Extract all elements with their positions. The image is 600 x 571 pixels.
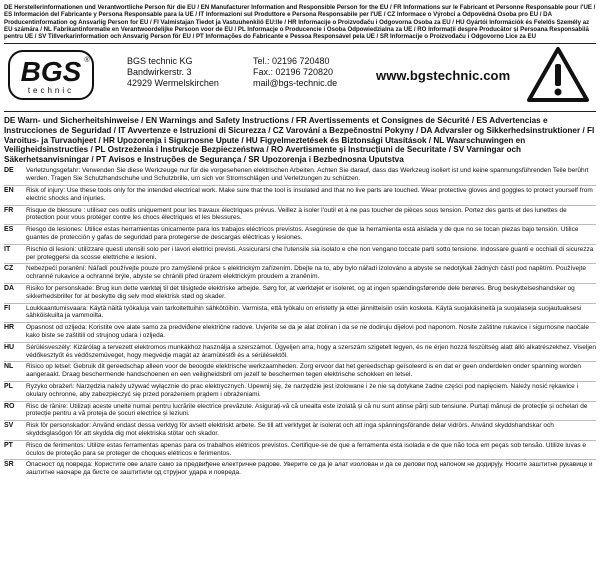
language-code: SV (4, 422, 14, 430)
warning-text: Risk of injury: Use these tools only for the intended electrical work. Make sure that the tool is insulated and that no live parts are touched. Wear protective gloves and goggles to protect yourself from electric shocks and injuries. (26, 187, 593, 202)
warning-text: Ryzyko obrażeń: Narzędzia należy używać wyłącznie do prac elektrycznych. Upewnij się, że narzędzie jest izolowane i że nie są dotykane żadne części pod napięciem. Należy nosić rękawice i okulary ochronne, aby zabezpieczyć się przed porażeniem prądem i obrażeniami. (26, 382, 579, 398)
divider (4, 111, 596, 112)
svg-text:technic: technic (27, 86, 75, 96)
language-code: PT (4, 441, 13, 449)
phone-block (253, 56, 337, 89)
language-code: NL (4, 363, 14, 371)
language-code: HR (4, 324, 15, 332)
warning-text: Nebezpečí poranění: Nářadí používejte pouze pro zamýšlené práce s elektrickým zařízením. Dbejte na to, aby bylo nářadí izolováno a abyste se nedotýkali žádných částí pod napětím. Používejte ochranné rukavice a ochranné brýle, abyste se chránili před úrazem elektrickým proudem a zraněním. (26, 265, 587, 281)
warning-text: Опасност од повреда: Користите ове алате само за предвиђене електричне радове. Уверите се да је алат изолован и да се делови под напоном не додирују. Носите заштитне рукавице и заштитне наочаре да бисте се заштитили од струјног удара и повреда. (26, 461, 593, 477)
warning-text: Risk för personskador: Använd endast dessa verktyg för avsett elektriskt arbete. Se till att verktyget är isolerat och att inga spänningsförande delar vidrörs. Använd skyddshandskar och skyddsglasögon för att skydda dig mot elektriska stötar och skador. (26, 422, 554, 437)
warning-text: Opasnost od ozljeda: Koristite ove alate samo za predviđene električne radove. Uvjerite se da je alat izoliran i da se ne dodiruju dijelovi pod naponom. Nosite zaštitne rukavice i sigurnosne naočale kako biste se zaštitili od strujnog udara i ozljeda. (26, 324, 589, 339)
warning-text: Risico op letsel: Gebruik dit gereedschap alleen voor de beoogde elektrische werkzaamheden. Zorg ervoor dat het gereedschap geïsoleerd is en dat er geen onderdelen onder spanning worden aangeraakt. Draag beschermende handschoenen en een veiligheidsbril om jezelf te beschermen tegen elektrische schokken en letsel. (26, 363, 582, 379)
telephone: Tel.: 02196 720480 (253, 56, 330, 67)
warning-text: Risco de ferimentos: Utilize estas ferramentas apenas para os trabalhos elétricos previstos. Certifique-se de que a ferramenta está isolada e de que não toca em peças sob tensão. Utilize luvas e óculos de proteção para se proteger de choques elétricos e ferimentos. (26, 441, 587, 457)
warning-text: Risiko for personskade: Brug kun dette værktøj til det tilsigtede elektriske arbejde. Sørg for, at værktøjet er isoleret, og at ingen spændingsførende dele berøres. Brug beskyttelseshandsker og sikkerhedsbriller for at beskytte dig selv mod elektrisk stød og skader. (26, 285, 575, 300)
warning-entry (4, 205, 596, 225)
address (127, 56, 219, 89)
manufacturer-info-header: DE Herstellerinformationen und Verantwortliche Person für die EU / EN Manufacturer Information and Responsible Person for the EU / FR Informations sur le Fabricant et Personne Responsable pour l'UE / ES Información del Fabricante y Persona Responsable para la UE / IT Informazioni sul Produttore e Persona Responsabile per l'UE / CZ Informace o Výrobci a Odpovědná Osoba pro EU / DA Producentinformation og Ansvarlig Person for EU / FI Valmistajan Tiedot ja Vastuuhenkilö EU:lle / HR Informacije o Proizvođaču i Odgovorna Osoba za EU / HU Gyártói Információk és Felelős Személy az EU számára / NL Fabrikantinformatie en Verantwoordelijke Persoon voor de EU / PL Informacje o Producencie i Osoba Odpowiedzialna za UE / RO Informații despre Producător și Persoana Responsabilă pentru UE / SV Tillverkarinformation och Ansvarig Person för EU / PT Informações do Fabricante e Pessoa Responsável pela UE / SR Informacije o Proizvođaču i Odgovorno Lice za EU (4, 4, 596, 41)
language-code: PL (4, 382, 13, 390)
warning-text: Verletzungsgefahr: Verwenden Sie diese Werkzeuge nur für die vorgesehenen elektrischen Arbeiten. Achten Sie darauf, dass das Werkzeug isoliert ist und keine spannungsführenden Teile berührt werden. Tragen Sie Schutzhandschuhe und Schutzbrille, um sich vor Stromschlägen und Verletzungen zu schützen. (26, 167, 589, 183)
language-code: FR (4, 206, 14, 214)
language-code: RO (4, 402, 15, 410)
warning-entry (4, 381, 596, 401)
language-code: DE (4, 167, 14, 175)
warnings-title: DE Warn- und Sicherheitshinweise / EN Warnings and Safety Instructions / FR Avertissements et Consignes de Sécurité / ES Advertencias e Instrucciones de Seguridad / IT Avvertenze e Istruzioni di Sicurezza / CZ Varování a Bezpečnostní Pokyny / DA Advarsler og Sikkerhedsinstruktioner / FI Varoitus- ja Turvaohjeet / HR Upozorenja i Sigurnosne Upute / HU Figyelmeztetések és Biztonsági Utasítások / NL Waarschuwingen en Veiligheidsinstructies / PL Ostrzeżenia i Instrukcje Bezpieczeństwa / RO Avertismente și Instrucțiuni de Securitate / SV Varningar och Säkerhetsanvisningar / PT Avisos e Instruções de Segurança / SR Upozorenja i Bezbednosna Uputstva (4, 116, 595, 164)
warning-entry (4, 224, 596, 244)
warning-entry (4, 303, 596, 323)
warning-entry (4, 401, 596, 421)
street: Bandwirkerstr. 3 (127, 67, 192, 78)
warning-entry (4, 322, 596, 342)
warning-entry (4, 166, 596, 185)
warning-entry (4, 263, 596, 283)
city: 42929 Wermelskirchen (127, 78, 219, 89)
company-name: BGS technic KG (127, 56, 193, 67)
warning-entry (4, 342, 596, 362)
language-code: HU (4, 343, 15, 351)
fax: Fax.: 02196 720820 (253, 67, 334, 78)
document-page (4, 4, 596, 479)
warning-text: Loukkaantumisvaara: Käytä näitä työkaluja vain tarkoitettuihin sähkötöihin. Varmista, että työkalu on eristetty ja ettei jännitteisiin osiin kosketa. Käytä suojakäsineitä ja suojalaseja suojautuaksesi sähköiskuilta ja vammoilta. (26, 304, 582, 320)
warning-text: Rischio di lesioni: utilizzare questi utensili solo per i lavori elettrici previsti. Assicurarsi che l'utensile sia isolato e che non vengano toccate parti sotto tensione. Indossare guanti e occhiali di sicurezza per proteggersi da scosse elettriche e lesioni. (26, 245, 594, 261)
warning-entry (4, 459, 596, 479)
contact-block (4, 44, 596, 108)
language-code: IT (4, 245, 11, 253)
warning-entry (4, 361, 596, 381)
svg-text:®: ® (84, 57, 90, 65)
warning-text: Sérülésveszély: Kizárólag a tervezett elektromos munkákhoz használja a szerszámot. Ügyeljen arra, hogy a szerszám szigetelt legyen, és ne érjen hozzá feszültség alatt álló alkatrészekhez. Viseljen védőkesztyűt és védőszemüveget, hogy megvédje magát az áramütéstől és a sérülésektől. (26, 343, 596, 359)
language-code: ES (4, 226, 14, 234)
warning-entry (4, 283, 596, 303)
warning-entry (4, 185, 596, 205)
warning-text: Riesgo de lesiones: Utilice estas herramientas únicamente para los trabajos eléctricos previstos. Asegúrese de que la herramienta está aislada y de que no se tocan piezas bajo tensión. Utilice guantes de protección y gafas de seguridad para protegerse de descargas eléctricas y lesiones. (26, 226, 579, 242)
bgs-technic-logo (6, 48, 96, 102)
language-code: DA (4, 285, 15, 293)
warnings-list (4, 166, 596, 479)
warning-entry (4, 440, 596, 460)
svg-text:BGS: BGS (20, 56, 82, 88)
warning-entry (4, 244, 596, 264)
warning-text: Risque de blessure : utilisez ces outils uniquement pour les travaux électriques prévus. Veillez à isoler l'outil et à ne pas toucher de pièces sous tension. Portez des gants et des lunettes de protection pour vous protéger contre les chocs électriques et les blessures. (26, 206, 567, 222)
language-code: FI (4, 304, 11, 312)
language-code: CZ (4, 265, 14, 273)
website[interactable]: www.bgstechnic.com (376, 68, 511, 84)
language-code: EN (4, 187, 14, 195)
email[interactable]: mail@bgs-technic.de (253, 78, 338, 89)
warning-text: Risc de rănire: Utilizați aceste unelte numai pentru lucrările electrice prevăzute. Asigurați-vă că unealta este izolată și că nu sunt atinse părți sub tensiune. Purtați mănuși de protecție și ochelari de protecție pentru a vă proteja de șocuri electrice și leziuni. (26, 402, 588, 418)
warning-entry (4, 420, 596, 440)
warning-triangle-icon (526, 46, 590, 104)
language-code: SR (4, 461, 14, 469)
